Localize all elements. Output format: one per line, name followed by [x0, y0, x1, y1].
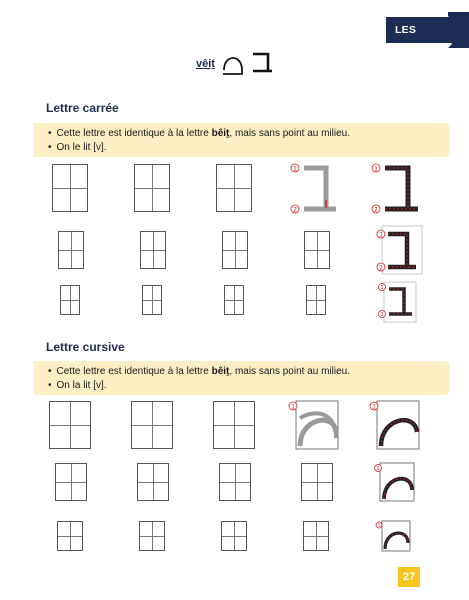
- square-model-traced: [370, 160, 422, 216]
- practice-box[interactable]: [49, 401, 91, 449]
- practice-box[interactable]: [140, 231, 166, 269]
- practice-box[interactable]: [216, 164, 252, 212]
- square-letter-heading: Lettre carrée: [46, 101, 119, 115]
- cursive-letter-heading: Lettre cursive: [46, 340, 125, 354]
- practice-box[interactable]: [301, 463, 333, 501]
- note-line-2: • On le lit [v].: [48, 141, 450, 155]
- square-model-guide: [290, 160, 340, 216]
- cursive-model-traced: [368, 398, 422, 452]
- practice-box[interactable]: [221, 521, 247, 551]
- practice-box[interactable]: [52, 164, 88, 212]
- practice-box[interactable]: [219, 463, 251, 501]
- svg-text:2: 2: [380, 312, 384, 318]
- letter-title: [0, 46, 469, 86]
- svg-text:1: 1: [376, 466, 380, 472]
- svg-text:2: 2: [374, 206, 378, 214]
- practice-box[interactable]: [134, 164, 170, 212]
- practice-box[interactable]: [224, 285, 244, 315]
- transliteration: vêiṯ: [196, 58, 215, 70]
- practice-box[interactable]: [213, 401, 255, 449]
- practice-box[interactable]: [304, 231, 330, 269]
- svg-text:1: 1: [380, 285, 384, 291]
- square-model-traced-medium: [374, 224, 426, 276]
- svg-text:2: 2: [379, 264, 383, 272]
- square-model-traced-small: [376, 280, 420, 324]
- note-line-1: • Cette lettre est identique à la lettre bêiṯ, mais sans point au milieu.: [48, 365, 450, 379]
- practice-box[interactable]: [57, 521, 83, 551]
- svg-text:1: 1: [377, 524, 381, 529]
- cursive-model-traced-small: [374, 518, 416, 554]
- practice-box[interactable]: [222, 231, 248, 269]
- practice-box[interactable]: [139, 521, 165, 551]
- hebrew-vet-cursive-icon: [221, 48, 245, 78]
- note-line-1: • Cette lettre est identique à la lettre bêiṯ, mais sans point au milieu.: [48, 127, 450, 141]
- practice-box[interactable]: [142, 285, 162, 315]
- section-badge: LES LETTRES: [386, 17, 464, 43]
- svg-text:1: 1: [374, 165, 378, 173]
- practice-box[interactable]: [303, 521, 329, 551]
- svg-text:1: 1: [372, 403, 376, 411]
- practice-box[interactable]: [60, 285, 80, 315]
- practice-box[interactable]: [55, 463, 87, 501]
- cursive-letter-notes: [34, 361, 450, 395]
- svg-text:1: 1: [293, 165, 297, 173]
- square-letter-notes: [34, 123, 450, 157]
- svg-text:1: 1: [291, 403, 295, 411]
- practice-box[interactable]: [131, 401, 173, 449]
- page-number: 27: [398, 567, 420, 587]
- svg-text:1: 1: [379, 231, 383, 239]
- practice-box[interactable]: [137, 463, 169, 501]
- starburst-decoration: [448, 12, 469, 48]
- cursive-model-guide: [288, 398, 340, 452]
- svg-text:2: 2: [293, 206, 297, 214]
- practice-box[interactable]: [306, 285, 326, 315]
- cursive-model-traced-medium: [372, 460, 420, 504]
- hebrew-vet-print-icon: [251, 48, 273, 78]
- practice-box[interactable]: [58, 231, 84, 269]
- note-line-2: • On la lit [v].: [48, 379, 450, 393]
